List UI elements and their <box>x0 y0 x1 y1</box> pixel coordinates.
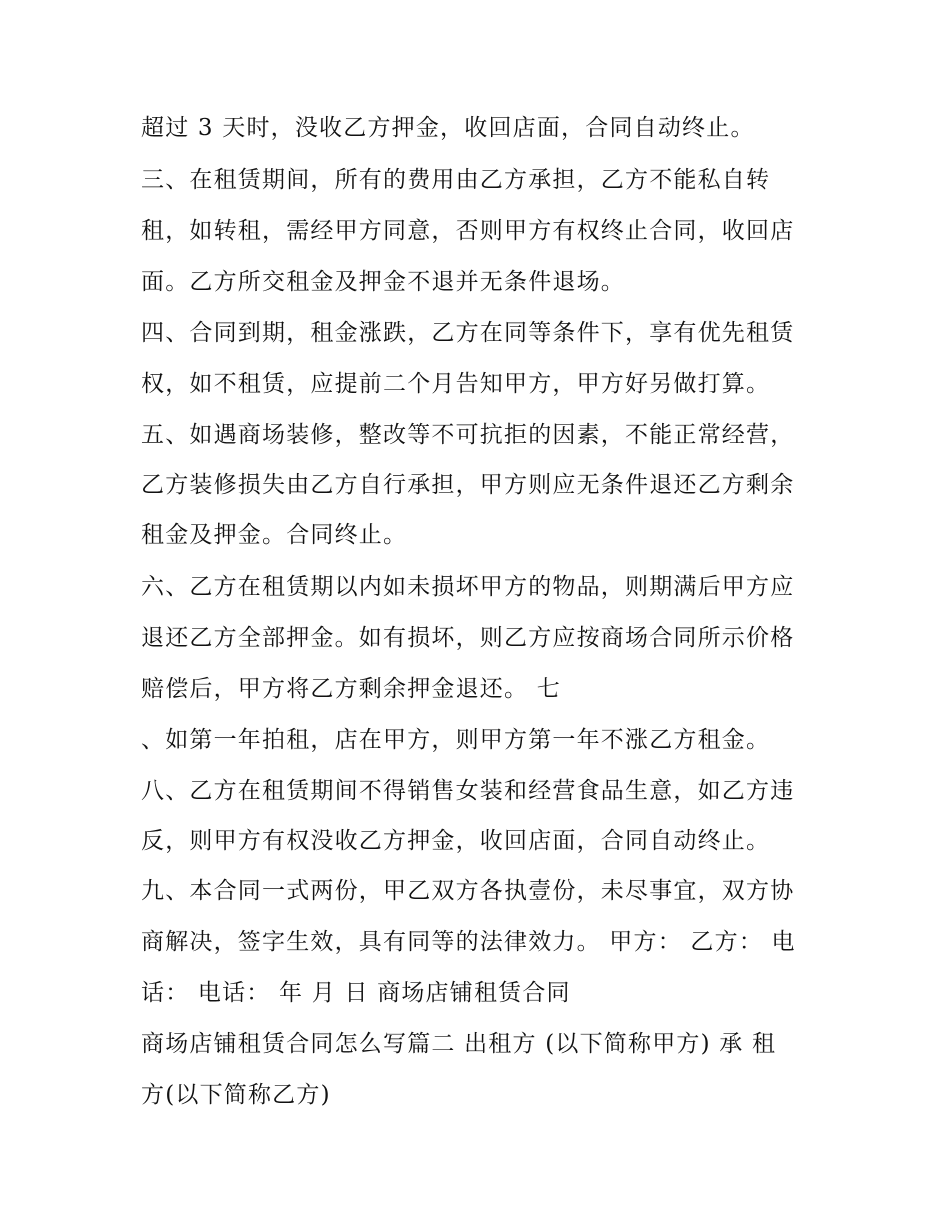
text-line: 商场店铺租赁合同怎么写篇二 出租方 (以下简称甲方) 承 租 <box>141 1031 777 1057</box>
text-line: 商解决，签字生效，具有同等的法律效力。 甲方： 乙方： 电 <box>141 929 796 955</box>
text-line: 权，如不租赁，应提前二个月告知甲方，甲方好另做打算。 <box>141 371 771 397</box>
text-line: 赔偿后，甲方将乙方剩余押金退还。 七 <box>141 676 561 702</box>
text-line: 面。乙方所交租金及押金不退并无条件退场。 <box>141 269 625 295</box>
text-line: 方(以下简称乙方) <box>141 1082 331 1108</box>
text-line: 、如第一年拍租，店在甲方，则甲方第一年不涨乙方租金。 <box>141 727 771 753</box>
text-line: 话： 电话： 年 月 日 商场店铺租赁合同 <box>141 980 571 1006</box>
text-line: 三、在租赁期间，所有的费用由乙方承担，乙方不能私自转 <box>141 167 771 193</box>
text-line: 四、合同到期，租金涨跌，乙方在同等条件下，享有优先租赁 <box>141 320 795 346</box>
text-line: 退还乙方全部押金。如有损坏，则乙方应按商场合同所示价格 <box>141 625 795 651</box>
text-line: 八、乙方在租赁期间不得销售女装和经营食品生意，如乙方违 <box>141 778 795 804</box>
text-line: 租金及押金。合同终止。 <box>141 522 408 548</box>
text-line: 超过 3 天时，没收乙方押金，收回店面，合同自动终止。 <box>141 115 755 141</box>
text-line: 租，如转租，需经甲方同意，否则甲方有权终止合同，收回店 <box>141 218 795 244</box>
text-line: 六、乙方在租赁期以内如未损坏甲方的物品，则期满后甲方应 <box>141 574 795 600</box>
text-line: 乙方装修损失由乙方自行承担，甲方则应无条件退还乙方剩余 <box>141 472 795 498</box>
text-line: 九、本合同一式两份，甲乙双方各执壹份，未尽事宜，双方协 <box>141 878 795 904</box>
text-line: 五、如遇商场装修，整改等不可抗拒的因素，不能正常经营， <box>141 422 795 448</box>
text-line: 反，则甲方有权没收乙方押金，收回店面，合同自动终止。 <box>141 828 771 854</box>
